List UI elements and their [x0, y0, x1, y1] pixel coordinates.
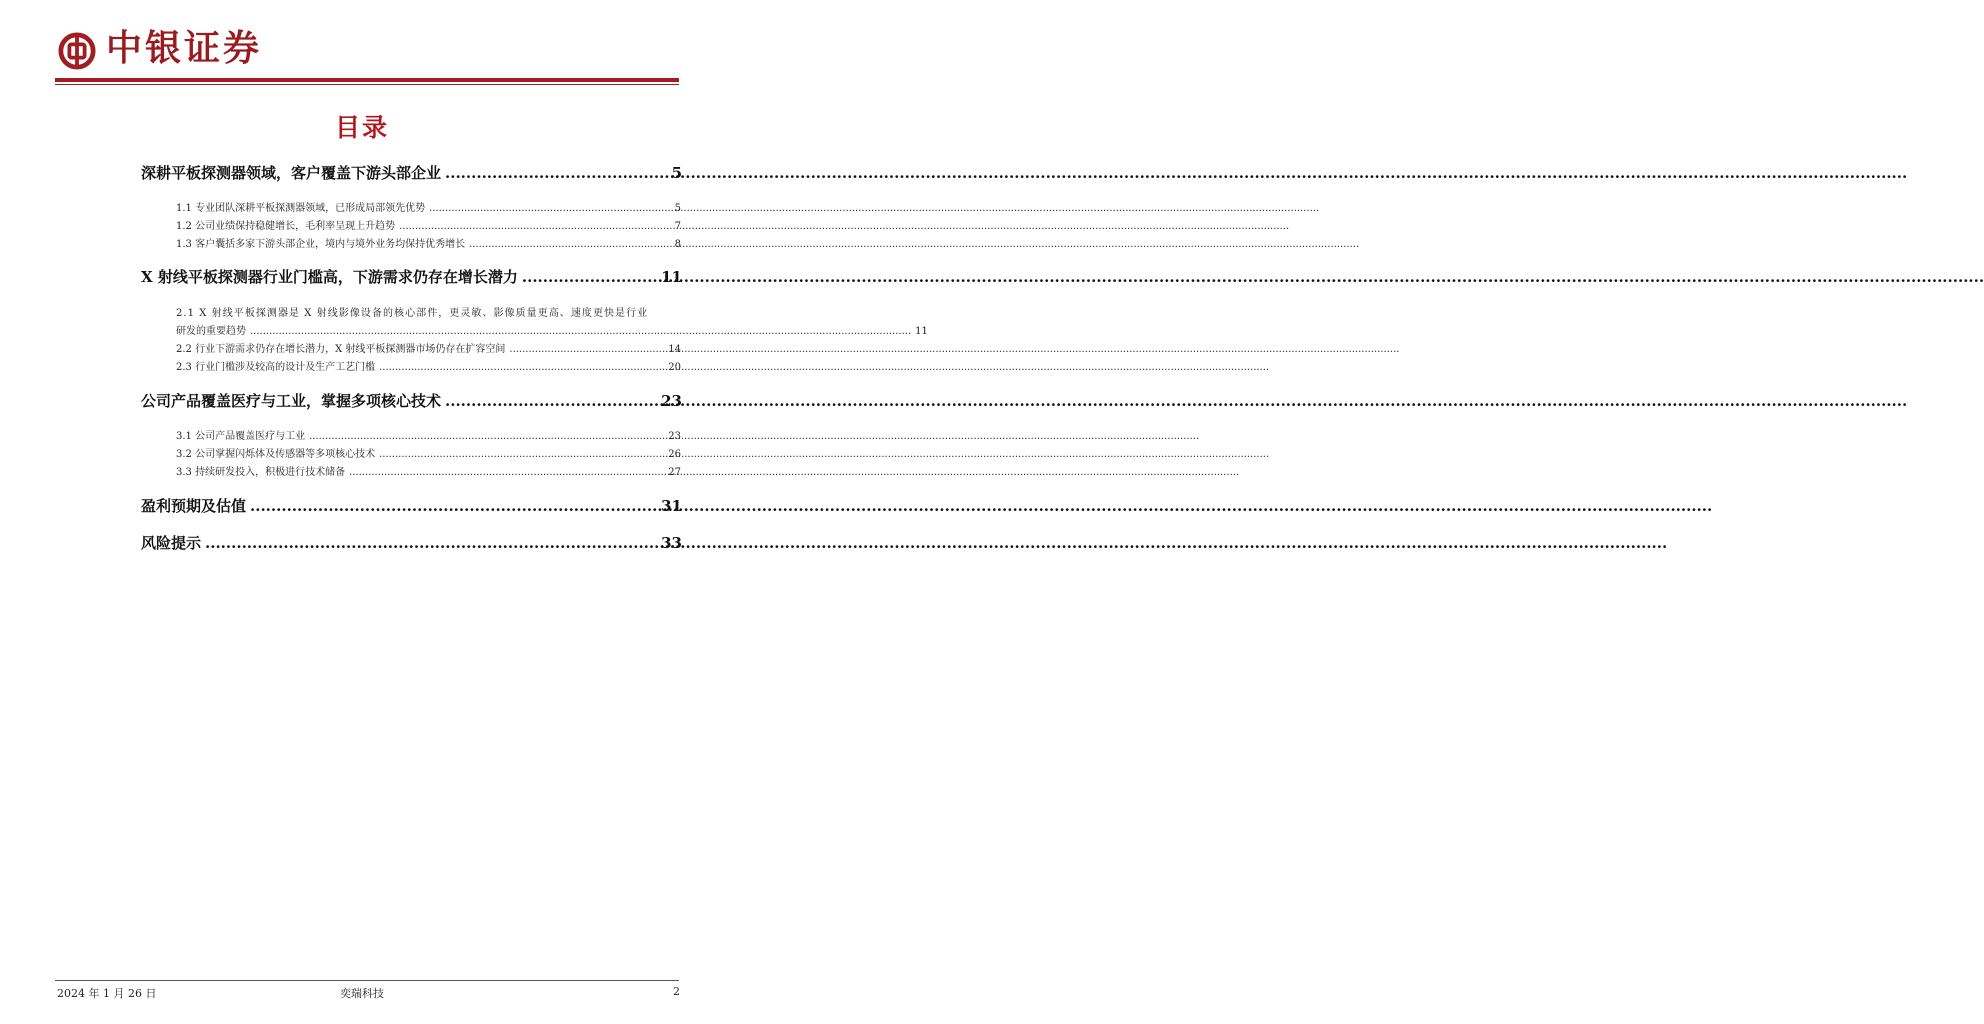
toc-section-1[interactable] — [141, 162, 682, 183]
toc-section-label: 风险提示 — [141, 534, 202, 552]
toc-section-4[interactable] — [141, 495, 682, 516]
toc-item-label: 2.3 行业门槛涉及较高的设计及生产工艺门槛 — [176, 362, 376, 373]
toc-section-label: 盈利预期及估值 — [141, 497, 247, 515]
toc-page-number: 11 — [661, 268, 682, 286]
toc-item-1-1[interactable] — [176, 199, 681, 214]
dot-leader — [205, 534, 657, 552]
toc-page-number: 27 — [668, 467, 681, 478]
dot-leader — [379, 449, 664, 460]
toc-page-number: 26 — [668, 449, 681, 460]
dot-leader — [309, 431, 664, 442]
toc-item-label: 3.1 公司产品覆盖医疗与工业 — [176, 431, 306, 442]
toc-item-3-3[interactable] — [176, 463, 681, 478]
toc-page-number: 20 — [668, 362, 681, 373]
dot-leader — [445, 164, 668, 182]
toc-page-number: 33 — [661, 534, 682, 552]
bank-of-china-logo-icon — [58, 32, 96, 70]
toc-item-3-2[interactable] — [176, 445, 681, 460]
toc-section-label: 深耕平板探测器领域，客户覆盖下游头部企业 — [141, 164, 442, 182]
footer-page-number: 2 — [673, 985, 680, 998]
toc-item-label: 3.3 持续研发投入，积极进行技术储备 — [176, 467, 346, 478]
toc-section-5[interactable] — [141, 532, 682, 553]
dot-leader — [429, 203, 671, 214]
dot-leader — [379, 362, 664, 373]
dot-leader — [509, 344, 664, 355]
dot-leader — [469, 239, 671, 250]
toc-page-number: 5 — [671, 164, 682, 182]
toc-section-2[interactable] — [141, 266, 682, 287]
toc-section-label: 公司产品覆盖医疗与工业，掌握多项核心技术 — [141, 392, 442, 410]
toc-page-number: 7 — [674, 221, 681, 232]
toc-section-3[interactable] — [141, 390, 682, 411]
footer-divider — [55, 980, 679, 981]
toc-page-number: 23 — [668, 431, 681, 442]
dot-leader — [250, 497, 657, 515]
toc-item-1-3[interactable] — [176, 235, 681, 250]
dot-leader — [349, 467, 664, 478]
toc-page-number: 31 — [661, 497, 682, 515]
dot-leader — [399, 221, 671, 232]
toc-page-number: 5 — [674, 203, 681, 214]
toc-page-number: 8 — [674, 239, 681, 250]
toc-section-label: X 射线平板探测器行业门槛高，下游需求仍存在增长潜力 — [141, 268, 518, 286]
toc-item-label-line1: 2.1 X 射线平板探测器是 X 射线影像设备的核心部件，更灵敏、影像质量更高、速度更快是行业 — [176, 308, 649, 319]
toc-item-2-3[interactable] — [176, 358, 681, 373]
header-divider — [55, 78, 679, 82]
footer-company: 奕瑞科技 — [340, 987, 384, 1000]
toc-item-3-1[interactable] — [176, 427, 681, 442]
toc-item-label: 研发的重要趋势 — [176, 326, 246, 337]
dot-leader — [522, 268, 657, 286]
toc-item-label: 3.2 公司掌握闪烁体及传感器等多项核心技术 — [176, 449, 376, 460]
dot-leader: ................................................................................................................................................................................................................ — [250, 326, 912, 337]
toc-item-label: 1.1 专业团队深耕平板探测器领域，已形成局部领先优势 — [176, 203, 426, 214]
dot-leader — [445, 392, 657, 410]
page-header — [0, 0, 724, 90]
toc-item-line2 — [176, 322, 928, 337]
toc-page-number: 23 — [661, 392, 682, 410]
toc-item-2-2[interactable] — [176, 340, 681, 355]
toc-page-number: 14 — [668, 344, 681, 355]
toc-item-label: 1.2 公司业绩保持稳健增长，毛利率呈现上升趋势 — [176, 221, 396, 232]
footer-date: 2024 年 1 月 26 日 — [57, 987, 157, 1000]
toc-item-1-2[interactable] — [176, 217, 681, 232]
toc-item-label: 2.2 行业下游需求仍存在增长潜力，X 射线平板探测器市场仍存在扩容空间 — [176, 344, 506, 355]
toc-title: 目录 — [334, 113, 389, 142]
brand-name: 中银证券 — [106, 28, 263, 69]
toc-item-label: 1.3 客户囊括多家下游头部企业，境内与境外业务均保持优秀增长 — [176, 239, 466, 250]
toc-page-number: 11 — [915, 326, 928, 337]
header-divider-thin — [55, 84, 679, 85]
